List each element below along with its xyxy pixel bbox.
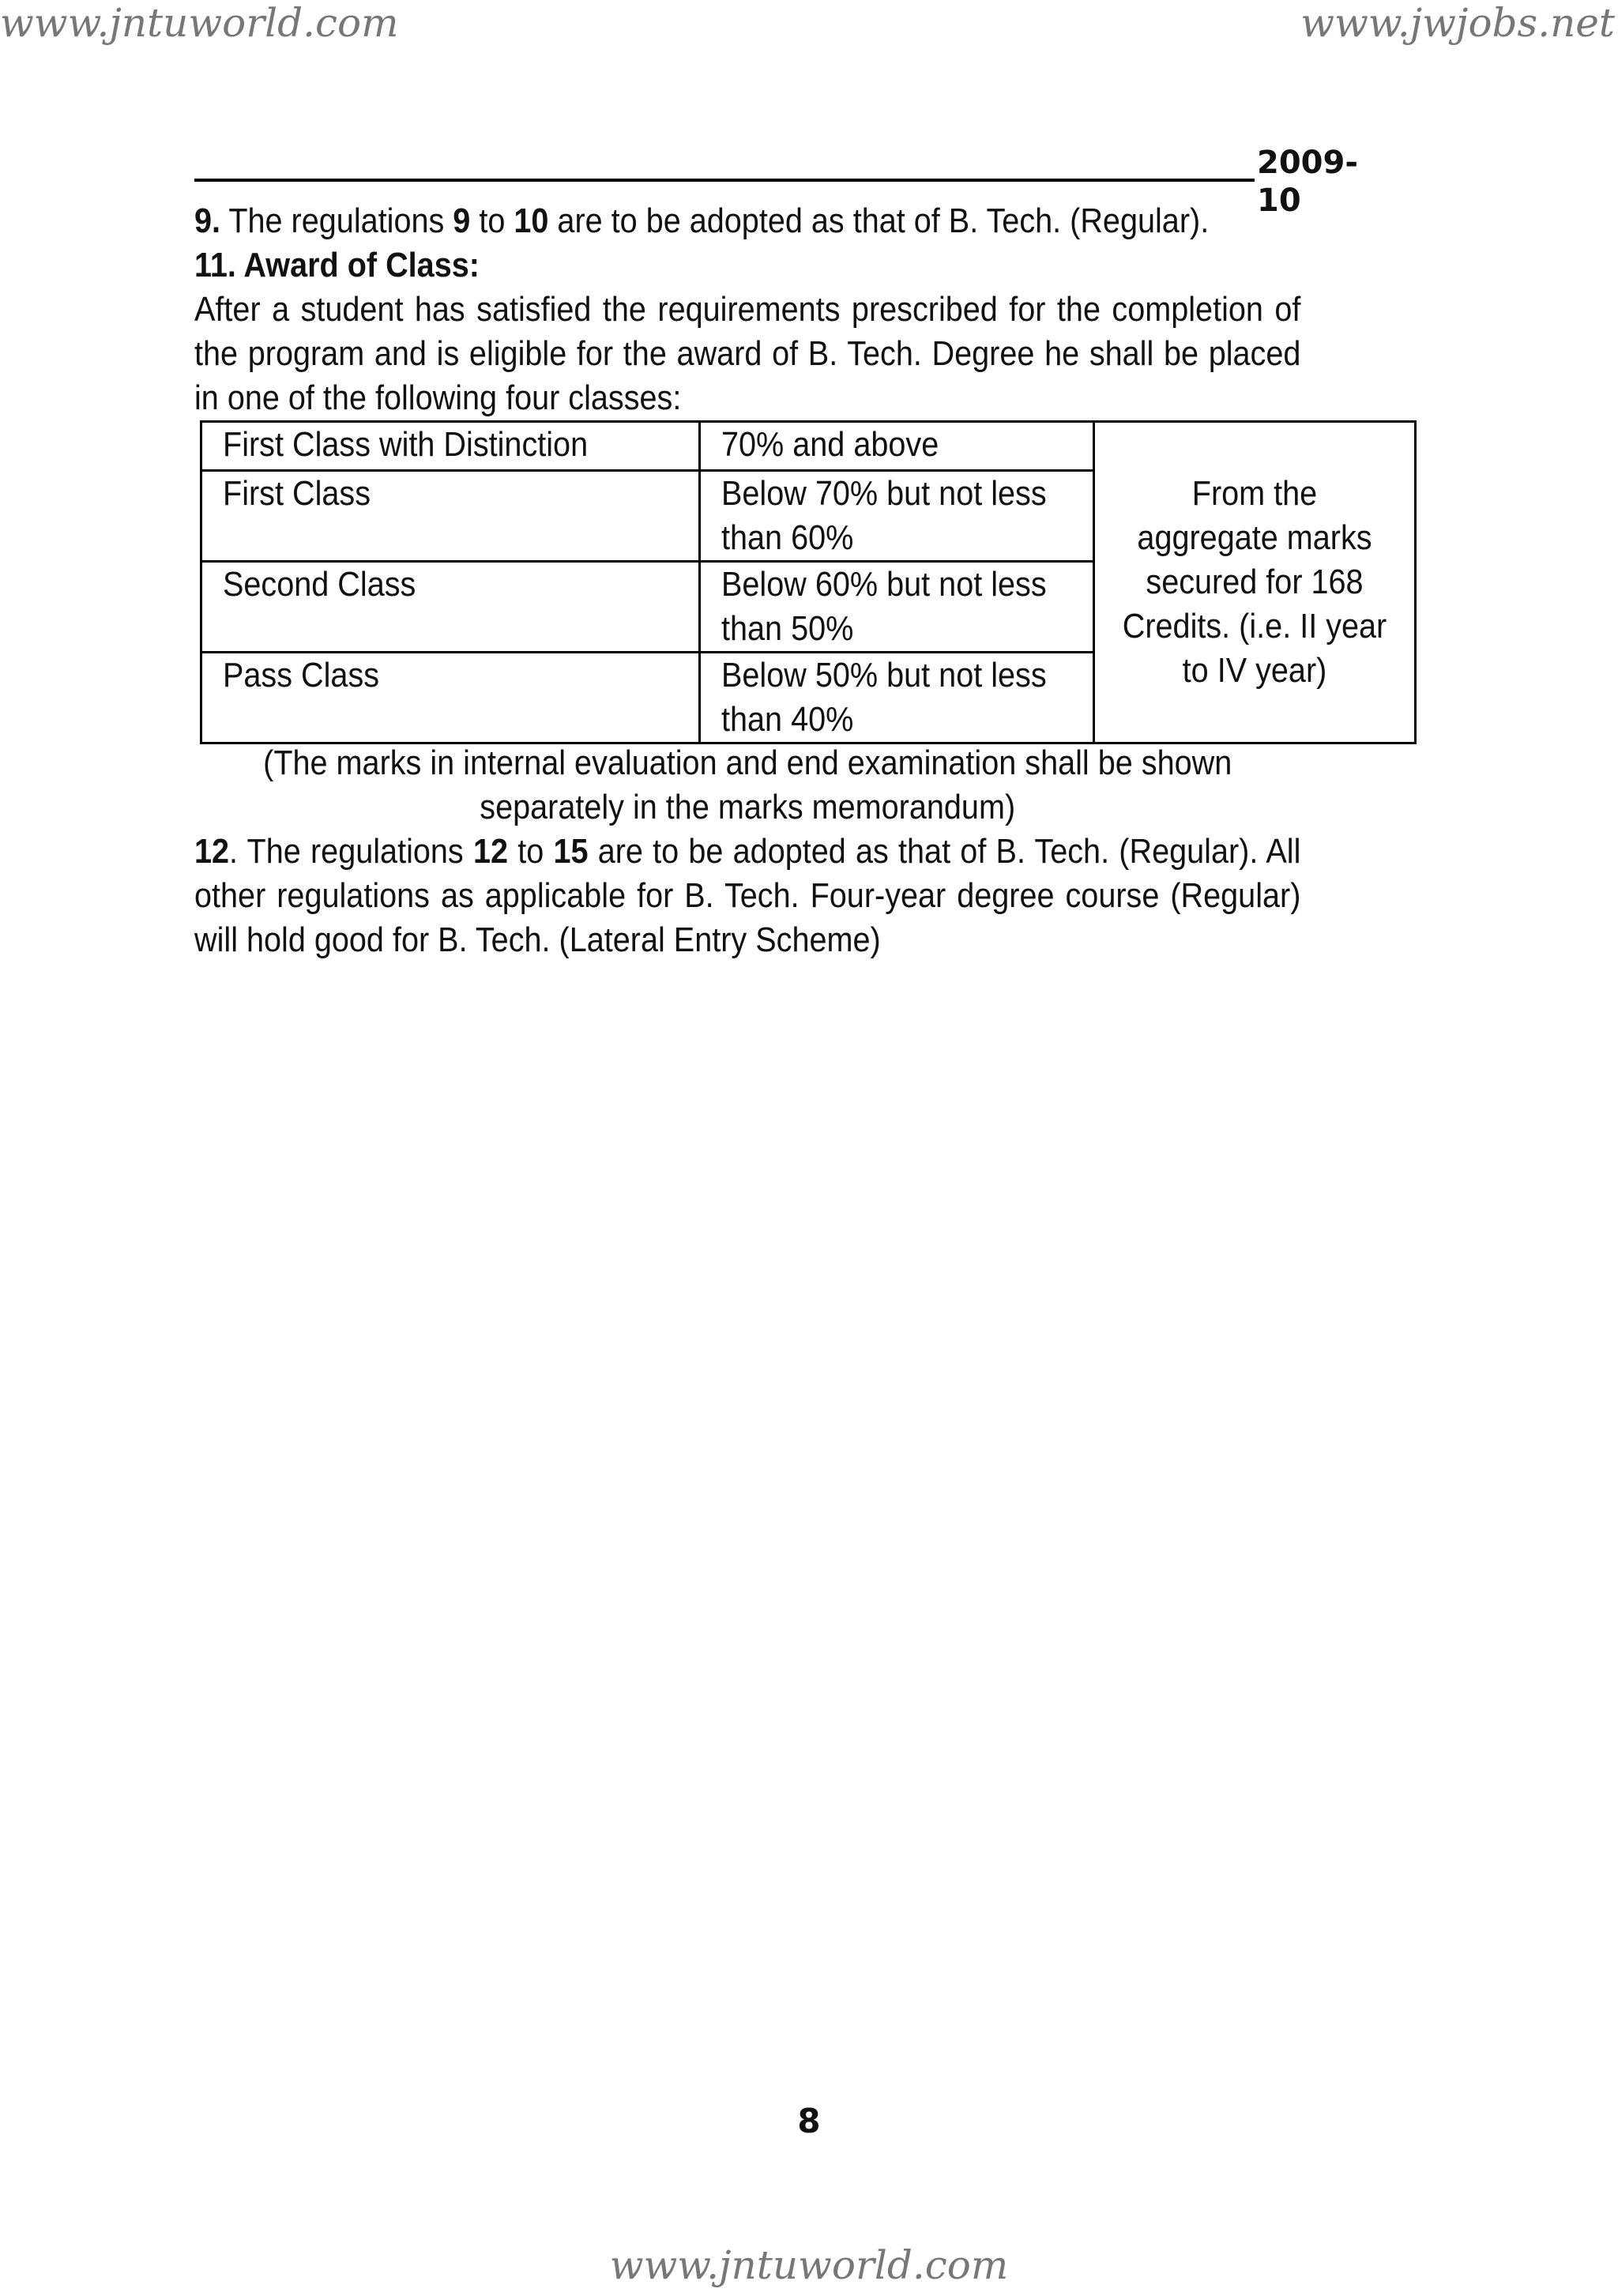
class-name: First Class with Distinction (223, 425, 589, 464)
section-9-bold-b: 10 (514, 201, 549, 240)
class-name-cell (201, 422, 700, 471)
award-of-class-table (200, 420, 1417, 744)
section-12-text-a: . The regulations (229, 832, 473, 871)
section-12-bold-b: 15 (553, 832, 589, 871)
watermark-top-right: www.jwjobs.net (1300, 0, 1615, 46)
section-12-bold-a: 12 (472, 832, 508, 871)
criteria-cell (700, 653, 1094, 743)
page-header (194, 144, 1402, 219)
table-row (201, 422, 1416, 471)
section-12 (194, 830, 1300, 962)
section-9-number: 9. (194, 201, 221, 240)
section-12-number: 12 (194, 832, 230, 871)
criteria-text: Below 60% but not less than 50% (721, 565, 1047, 648)
criteria-text: Below 50% but not less than 40% (721, 656, 1047, 739)
section-9-bold-a: 9 (453, 201, 471, 240)
section-9-text-c: are to be adopted as that of B. Tech. (Regular). (548, 201, 1210, 240)
document-body (194, 199, 1300, 420)
class-name-cell (201, 471, 700, 562)
section-9-text-a: The regulations (220, 201, 453, 240)
class-name: Second Class (223, 565, 416, 604)
header-year: 2009-10 (1257, 145, 1358, 219)
section-11-heading: 11. Award of Class: (194, 246, 480, 284)
class-name: First Class (223, 474, 371, 513)
section-9-text-b: to (470, 201, 514, 240)
aggregate-note-cell (1094, 422, 1416, 743)
watermark-top-left: www.jntuworld.com (0, 0, 399, 46)
watermark-bottom: www.jntuworld.com (609, 2242, 1009, 2288)
class-name-cell (201, 562, 700, 653)
section-12-text-b: to (507, 832, 554, 871)
header-rule (194, 179, 1255, 182)
section-12-text-c: are to be adopted as that of B. Tech. (Regular). All other regulations as applicable for B. Tech. Four-year degree course (Regular) will hold good for B. Tech. (Lateral Entry Scheme) (194, 832, 1301, 959)
criteria-cell (700, 422, 1094, 471)
table-note: (The marks in internal evaluation and end examination shall be shown separately in the marks memorandum) (263, 743, 1232, 826)
aggregate-note: From the aggregate marks secured for 168 Credits. (i.e. II year to IV year) (1122, 474, 1387, 690)
criteria-text: Below 70% but not less than 60% (721, 474, 1047, 557)
class-name-cell (201, 653, 700, 743)
section-9 (194, 199, 1300, 243)
page-number: 8 (797, 2102, 821, 2140)
criteria-cell (700, 471, 1094, 562)
criteria-text: 70% and above (721, 425, 939, 464)
section-11-body: After a student has satisfied the requirements prescribed for the completion of the program and is eligible for the award of B. Tech. Degree he shall be placed in one of the following four classes: (194, 290, 1301, 417)
class-name: Pass Class (223, 656, 380, 694)
criteria-cell (700, 562, 1094, 653)
